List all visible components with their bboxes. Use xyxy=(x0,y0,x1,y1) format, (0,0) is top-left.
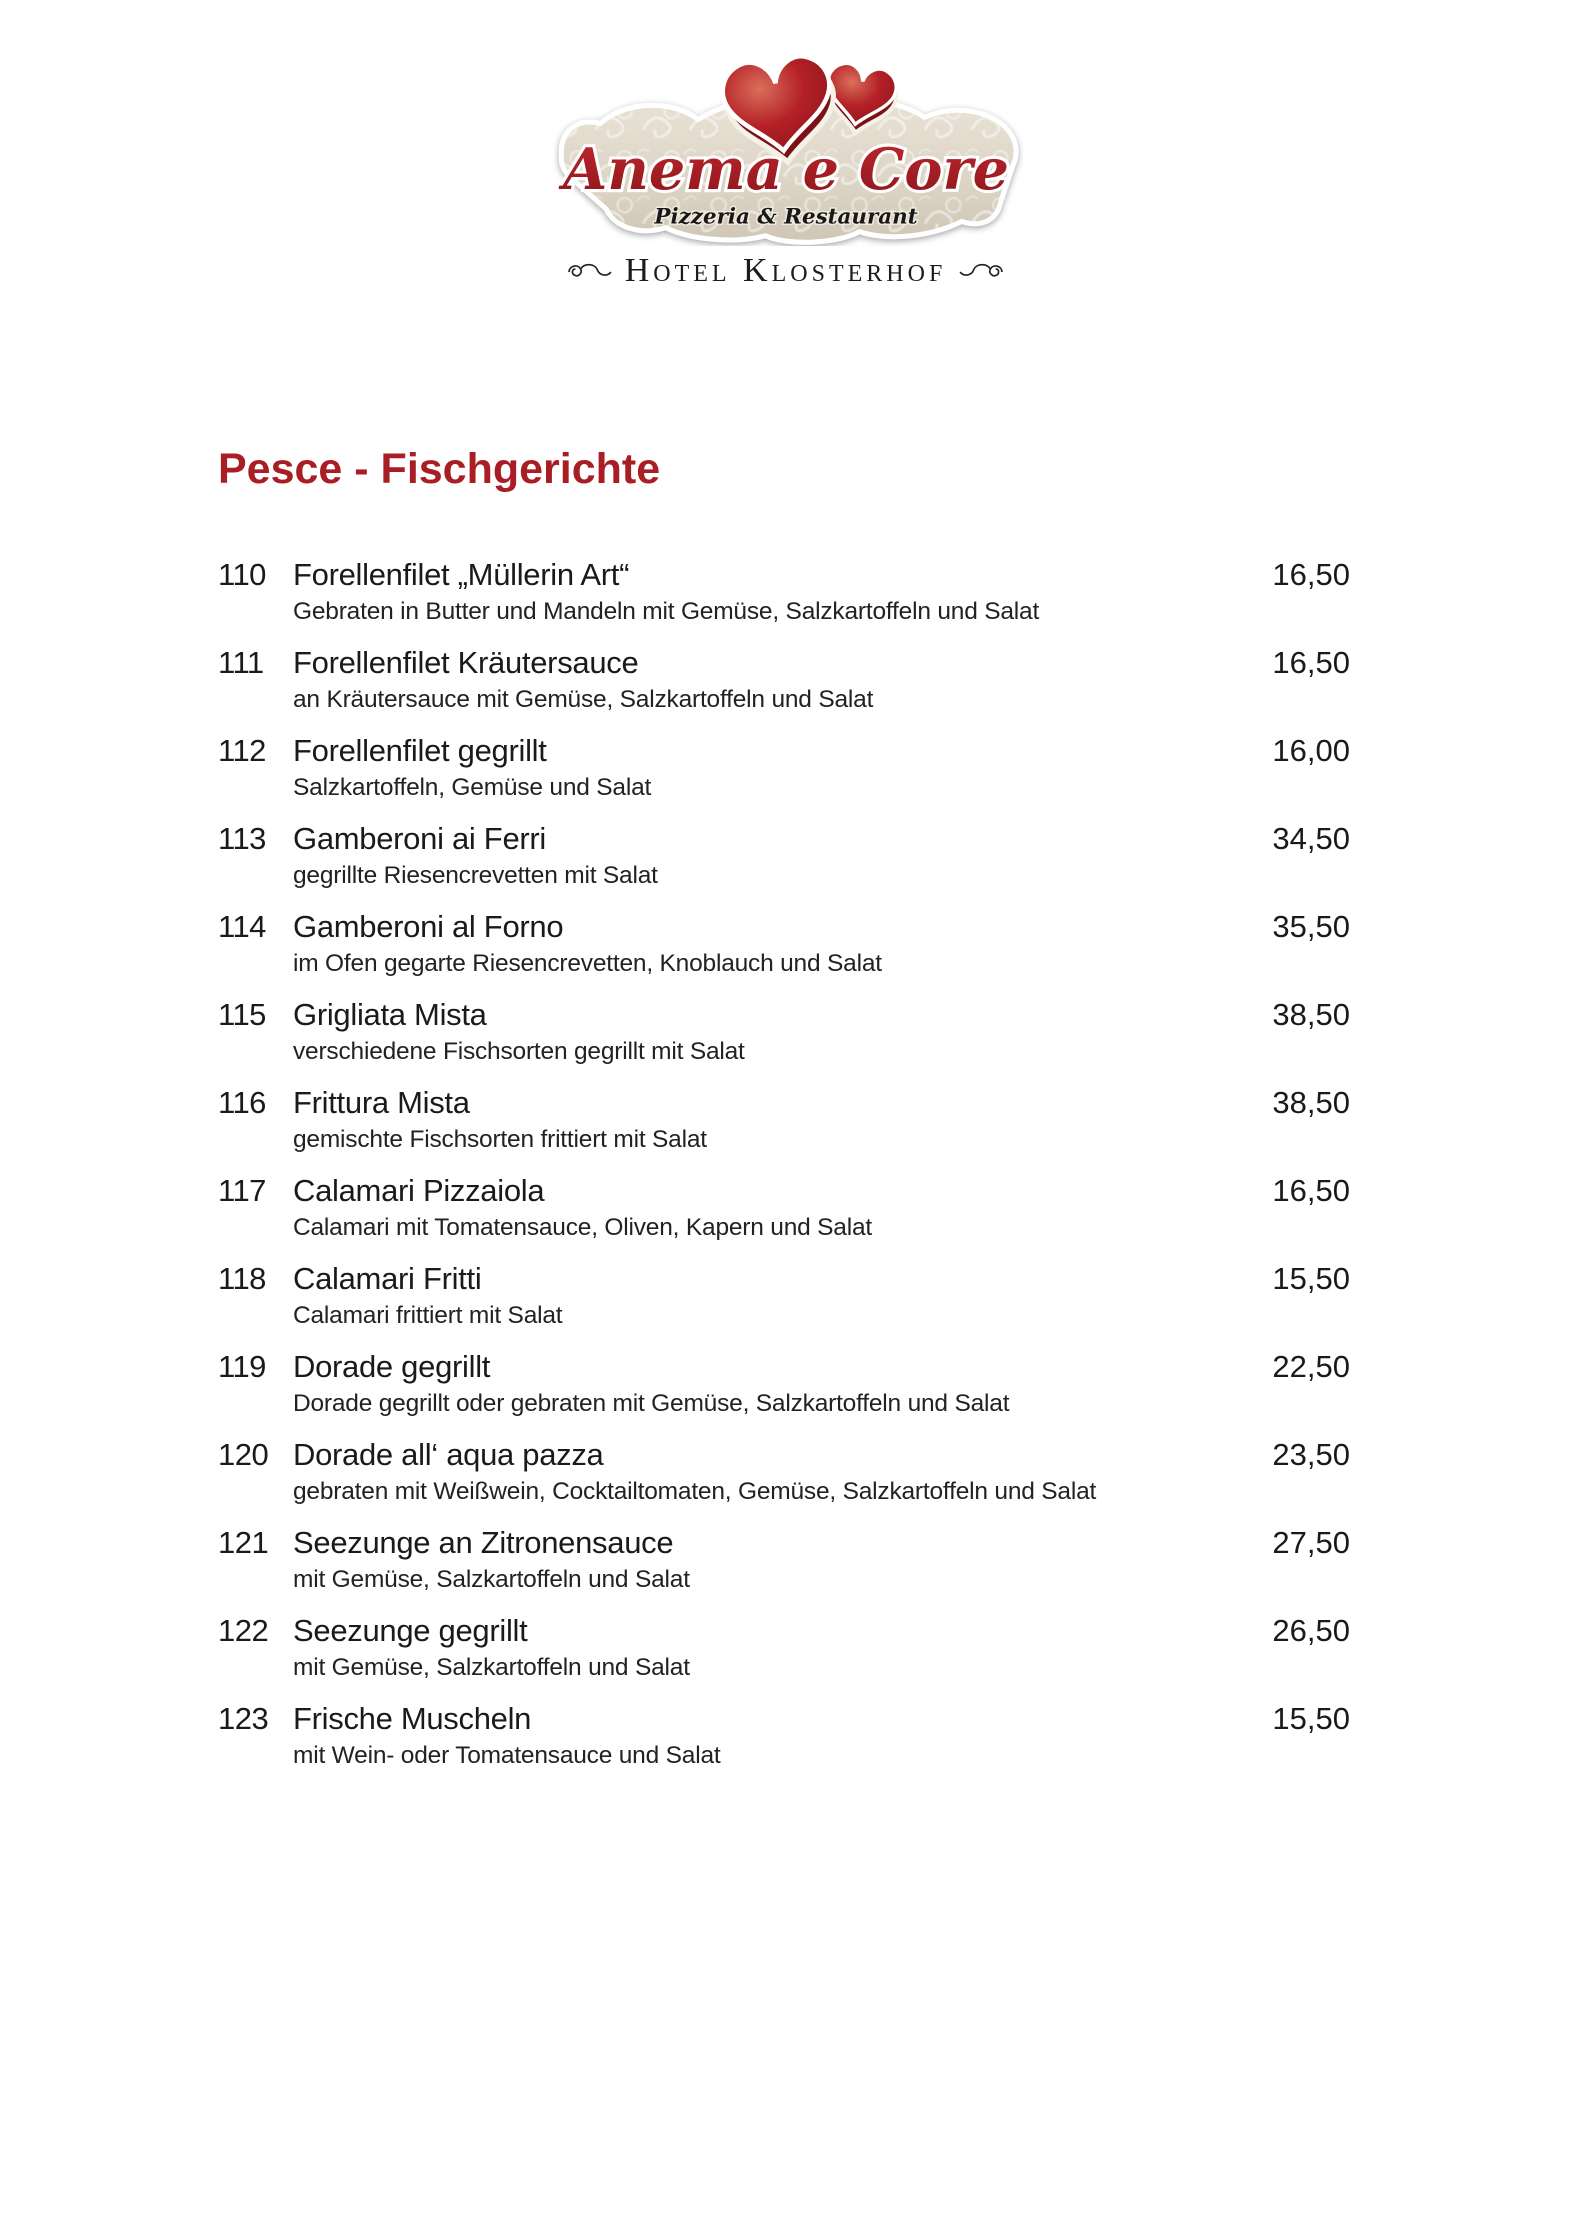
item-number: 117 xyxy=(218,1173,266,1209)
item-price: 34,50 xyxy=(1272,821,1350,857)
menu-item xyxy=(218,1347,1350,1420)
item-description: im Ofen gegarte Riesencrevetten, Knoblauch und Salat xyxy=(293,950,882,978)
item-name: Dorade gegrillt xyxy=(293,1349,491,1385)
logo-badge xyxy=(541,52,1031,246)
item-price: 27,50 xyxy=(1272,1525,1350,1561)
item-number: 122 xyxy=(218,1613,269,1649)
flourish-icon xyxy=(567,261,613,281)
item-name: Gamberoni ai Ferri xyxy=(293,821,547,857)
item-price: 22,50 xyxy=(1272,1349,1350,1385)
item-price: 35,50 xyxy=(1272,909,1350,945)
item-number: 113 xyxy=(218,821,266,857)
item-description: gemischte Fischsorten frittiert mit Salat xyxy=(293,1126,707,1154)
menu-item xyxy=(218,555,1350,628)
item-price: 15,50 xyxy=(1272,1701,1350,1737)
item-price: 15,50 xyxy=(1272,1261,1350,1297)
item-description: Calamari mit Tomatensauce, Oliven, Kapern und Salat xyxy=(293,1214,873,1242)
item-number: 116 xyxy=(218,1085,266,1121)
menu-item xyxy=(218,731,1350,804)
item-price: 38,50 xyxy=(1272,1085,1350,1121)
item-name: Calamari Pizzaiola xyxy=(293,1173,545,1209)
item-description: Dorade gegrillt oder gebraten mit Gemüse, Salzkartoffeln und Salat xyxy=(293,1390,1010,1418)
menu-item xyxy=(218,907,1350,980)
item-description: Gebraten in Butter und Mandeln mit Gemüse, Salzkartoffeln und Salat xyxy=(293,598,1040,626)
item-number: 118 xyxy=(218,1261,266,1297)
menu-item xyxy=(218,1435,1350,1508)
item-name: Grigliata Mista xyxy=(293,997,487,1033)
menu-item xyxy=(218,1611,1350,1684)
item-name: Seezunge gegrillt xyxy=(293,1613,528,1649)
menu-item xyxy=(218,1523,1350,1596)
item-number: 115 xyxy=(218,997,266,1033)
menu-item xyxy=(218,1699,1350,1772)
item-name: Calamari Fritti xyxy=(293,1261,482,1297)
item-price: 38,50 xyxy=(1272,997,1350,1033)
item-description: mit Gemüse, Salzkartoffeln und Salat xyxy=(293,1566,690,1594)
item-number: 123 xyxy=(218,1701,269,1737)
restaurant-subtitle: Pizzeria & Restaurant xyxy=(653,204,918,230)
item-description: Salzkartoffeln, Gemüse und Salat xyxy=(293,774,652,802)
item-name: Seezunge an Zitronensauce xyxy=(293,1525,674,1561)
item-name: Forellenfilet gegrillt xyxy=(293,733,547,769)
section-title: Pesce - Fischgerichte xyxy=(218,445,661,493)
item-name: Forellenfilet „Müllerin Art“ xyxy=(293,557,630,593)
item-name: Frittura Mista xyxy=(293,1085,470,1121)
item-price: 16,00 xyxy=(1272,733,1350,769)
restaurant-logo xyxy=(0,52,1571,290)
item-description: gegrillte Riesencrevetten mit Salat xyxy=(293,862,658,890)
menu-item xyxy=(218,995,1350,1068)
item-number: 112 xyxy=(218,733,266,769)
item-number: 119 xyxy=(218,1349,266,1385)
item-description: mit Gemüse, Salzkartoffeln und Salat xyxy=(293,1654,690,1682)
menu-item xyxy=(218,1259,1350,1332)
item-number: 110 xyxy=(218,557,266,593)
hotel-name: Hotel Klosterhof xyxy=(624,252,947,289)
item-name: Dorade all‘ aqua pazza xyxy=(293,1437,604,1473)
hotel-line xyxy=(567,252,1005,290)
item-price: 16,50 xyxy=(1272,645,1350,681)
restaurant-name: Anema e Core xyxy=(562,135,1009,203)
item-price: 16,50 xyxy=(1272,1173,1350,1209)
item-number: 111 xyxy=(218,645,264,681)
menu-item xyxy=(218,1083,1350,1156)
menu-item xyxy=(218,819,1350,892)
menu-item xyxy=(218,1171,1350,1244)
item-name: Frische Muscheln xyxy=(293,1701,532,1737)
item-description: an Kräutersauce mit Gemüse, Salzkartoffeln und Salat xyxy=(293,686,874,714)
item-description: mit Wein- oder Tomatensauce und Salat xyxy=(293,1742,721,1770)
item-price: 26,50 xyxy=(1272,1613,1350,1649)
menu-section xyxy=(218,446,1350,1787)
item-price: 23,50 xyxy=(1272,1437,1350,1473)
item-number: 121 xyxy=(218,1525,269,1561)
menu-item xyxy=(218,643,1350,716)
item-price: 16,50 xyxy=(1272,557,1350,593)
flourish-icon xyxy=(958,261,1004,281)
item-description: gebraten mit Weißwein, Cocktailtomaten, Gemüse, Salzkartoffeln und Salat xyxy=(293,1478,1097,1506)
item-name: Gamberoni al Forno xyxy=(293,909,564,945)
item-description: Calamari frittiert mit Salat xyxy=(293,1302,563,1330)
item-description: verschiedene Fischsorten gegrillt mit Salat xyxy=(293,1038,745,1066)
item-number: 120 xyxy=(218,1437,269,1473)
item-name: Forellenfilet Kräutersauce xyxy=(293,645,639,681)
item-number: 114 xyxy=(218,909,266,945)
